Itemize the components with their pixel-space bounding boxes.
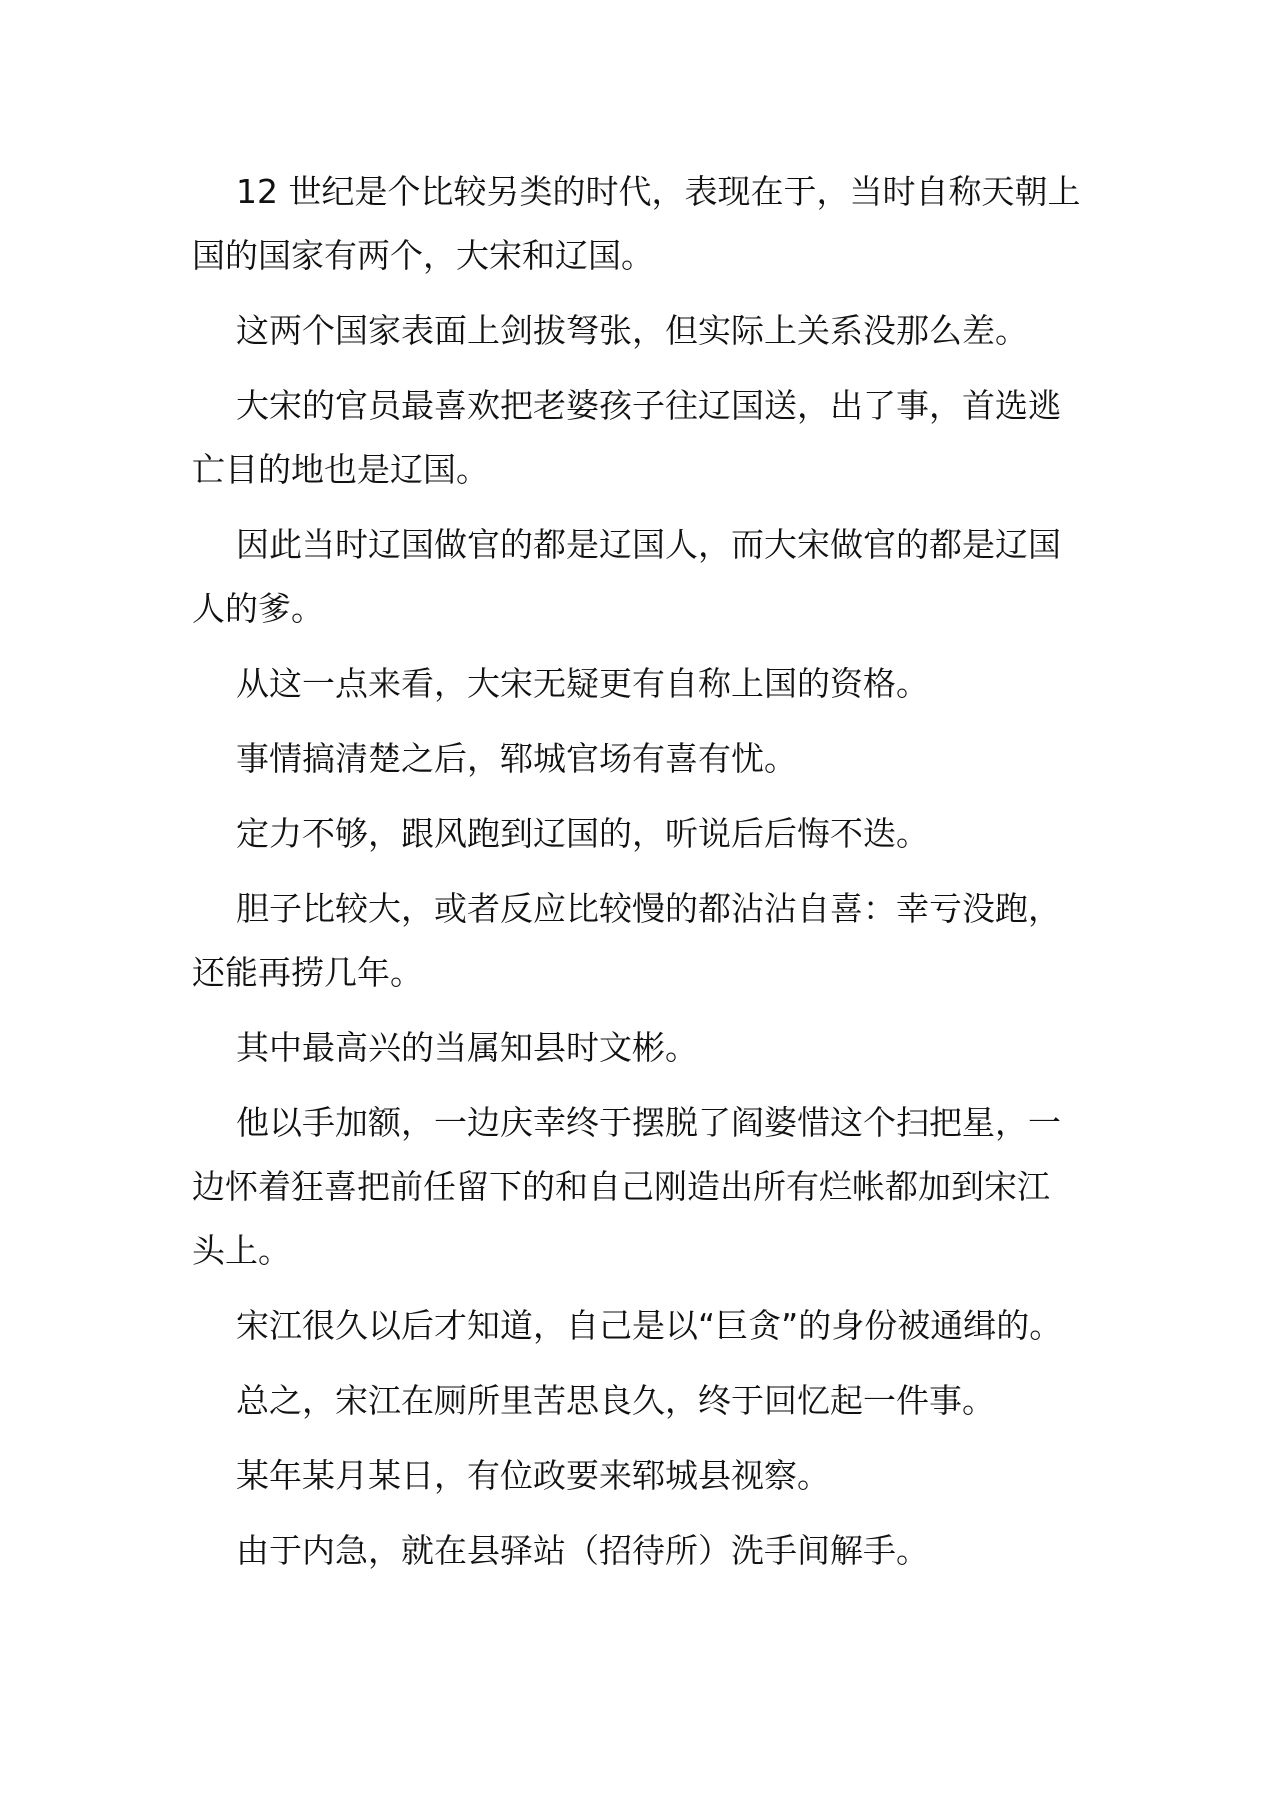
paragraph: 定力不够，跟风跑到辽国的，听说后后悔不迭。 — [236, 814, 929, 853]
paragraph: 某年某月某日，有位政要来郓城县视察。 — [236, 1456, 830, 1495]
paragraph: 因此当时辽国做官的都是辽国人，而大宋做官的都是辽国人的爹。 — [192, 525, 1061, 628]
paragraph: 12 世纪是个比较另类的时代，表现在于，当时自称天朝上国的国家有两个，大宋和辽国。 — [192, 172, 1081, 275]
paragraph: 胆子比较大，或者反应比较慢的都沾沾自喜：幸亏没跑，还能再捞几年。 — [192, 889, 1061, 992]
paragraph: 总之，宋江在厕所里苦思良久，终于回忆起一件事。 — [236, 1381, 995, 1420]
document-body — [192, 160, 1082, 1594]
paragraph: 大宋的官员最喜欢把老婆孩子往辽国送，出了事，首选逃亡目的地也是辽国。 — [192, 386, 1061, 489]
paragraph: 宋江很久以后才知道，自己是以“巨贪”的身份被通缉的。 — [236, 1306, 1063, 1345]
paragraph: 事情搞清楚之后，郓城官场有喜有忧。 — [236, 739, 797, 778]
paragraph: 从这一点来看，大宋无疑更有自称上国的资格。 — [236, 664, 929, 703]
paragraph: 由于内急，就在县驿站（招待所）洗手间解手。 — [236, 1531, 929, 1570]
paragraph: 其中最高兴的当属知县时文彬。 — [236, 1028, 698, 1067]
paragraph: 这两个国家表面上剑拔弩张，但实际上关系没那么差。 — [236, 311, 1028, 350]
paragraph: 他以手加额，一边庆幸终于摆脱了阎婆惜这个扫把星，一边怀着狂喜把前任留下的和自己刚造出所有烂帐都加到宋江头上。 — [192, 1103, 1061, 1270]
